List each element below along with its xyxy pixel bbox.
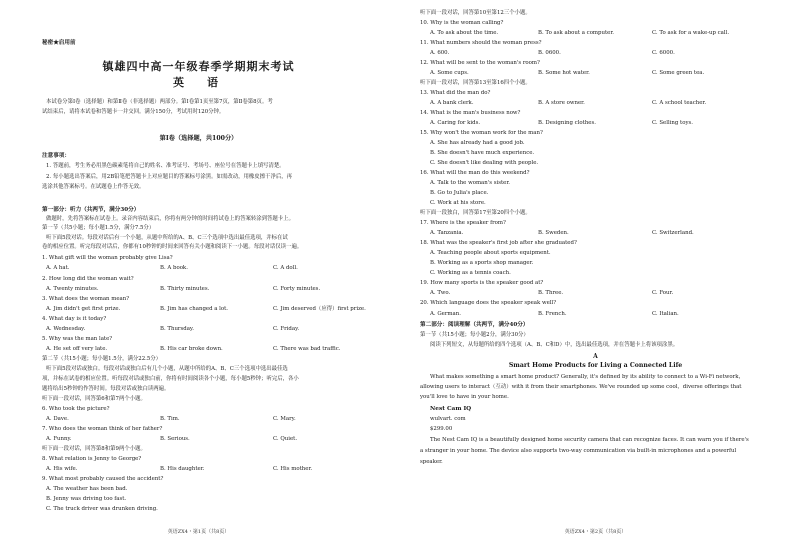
q4-option-c: C. Friday. — [273, 326, 300, 332]
q20-option-c: C. Italian. — [652, 311, 679, 317]
reading-section1: 第一节（共15小题；每小题2分，满分30分） — [420, 332, 529, 338]
q8-option-a: A. His wife. — [46, 466, 78, 472]
question-1: 1. What gift will the woman probably give Lisa? — [42, 255, 173, 261]
q3-option-b: B. Jim has changed a lot. — [160, 306, 229, 312]
notes-title: 注意事项： — [42, 153, 70, 159]
listen-17-20-instruction: 听下面一段独白，回答第17至第20四个小题。 — [420, 210, 531, 216]
q14-option-b: B. Designing clothes. — [538, 120, 596, 126]
listening-title: 第一部分：听力（共两节，满分30分） — [42, 207, 140, 213]
q5-option-b: B. His car broke down. — [160, 346, 223, 352]
question-6: 6. Who took the picture? — [42, 406, 110, 412]
q2-option-b: B. Thirty minutes. — [160, 286, 210, 292]
q16-option-c: C. Work at his store. — [430, 200, 486, 206]
note-2a: 2. 每小题选出答案后，用2B铅笔把答题卡上对应题目的答案标号涂黑。如需改动，用橡皮擦干净后，再 — [46, 174, 293, 180]
paragraph-2-line-3: speaker. — [420, 459, 443, 465]
q9-option-c: C. The truck driver was drunken driving. — [46, 506, 158, 512]
q6-option-a: A. Dave. — [46, 416, 69, 422]
question-10: 10. Why is the woman calling? — [420, 20, 504, 26]
listen-13-16-instruction: 听下面一段对话，回答第13至第16四个小题。 — [420, 80, 531, 86]
q1-option-a: A. A hat. — [46, 265, 70, 271]
paragraph-1-line-3: you'll love to have in your home. — [420, 394, 509, 400]
q10-option-b: B. To ask about a computer. — [538, 30, 615, 36]
section2-desc-4: 听下面一段对话，回答第6和第7两个小题。 — [42, 396, 146, 402]
q12-option-c: C. Some green tea. — [652, 70, 705, 76]
reading-instruction: 阅读下列短文，从每题所给的四个选项（A、B、C和D）中，选出最佳选项，并在答题卡上将该项涂黑。 — [430, 342, 679, 348]
q13-option-a: A. A bank clerk. — [430, 100, 474, 106]
paragraph-2-line-1: The Nest Cam IQ is a beautifully designed home security camera that can recognize faces. It can warn you if there's — [430, 437, 749, 443]
product-name: Nest Cam IQ — [430, 406, 472, 412]
q15-option-b: B. She doesn't have much experience. — [430, 150, 535, 156]
q19-option-c: C. Four. — [652, 290, 674, 296]
article-title: Smart Home Products for Living a Connected Life — [508, 362, 683, 369]
question-3: 3. What does the woman mean? — [42, 296, 130, 302]
q5-option-c: C. There was bad traffic. — [273, 346, 341, 352]
question-20: 20. Which language does the speaker speak well? — [420, 300, 557, 306]
q11-option-b: B. 0600. — [538, 50, 561, 56]
q2-option-c: C. Forty minutes. — [273, 286, 321, 292]
q17-option-b: B. Sweden. — [538, 230, 569, 236]
q18-option-b: B. Working as a sports shop manager. — [430, 260, 534, 266]
q17-option-a: A. Tanzania. — [430, 230, 464, 236]
note-2b: 选涂其他答案标号。在试题卷上作答无效。 — [42, 184, 145, 190]
question-8: 8. What relation is Jenny to George? — [42, 456, 142, 462]
section1-heading: 第一节（共5小题；每小题1.5分，满分7.5分） — [42, 225, 155, 231]
q8-option-b: B. His daughter. — [160, 466, 205, 472]
section2-desc-3: 题将给出5秒钟的作答时间。每段对话或独白读两遍。 — [42, 386, 170, 392]
subject-title: 英 语 — [173, 76, 224, 89]
question-7: 7. Who does the woman think of her father? — [42, 426, 163, 432]
question-16: 16. What will the man do this weekend? — [420, 170, 530, 176]
right-page — [397, 0, 794, 544]
q19-option-a: A. Two. — [430, 290, 451, 296]
intro-line-2: 试结束后，请将本试卷和答题卡一并交回。满分150分，考试用时120分钟。 — [42, 109, 225, 115]
q17-option-c: C. Switzerland. — [652, 230, 694, 236]
q14-option-c: C. Selling toys. — [652, 120, 693, 126]
intro-line-1: 本试卷分第Ⅰ卷（选择题）和第Ⅱ卷（非选择题）两部分。第Ⅰ卷第1页至第7页，第Ⅱ卷第8页。考 — [46, 99, 273, 105]
q14-option-a: A. Caring for kids. — [430, 120, 481, 126]
q18-option-c: C. Working as a tennis coach. — [430, 270, 511, 276]
q7-option-a: A. Funny. — [46, 436, 72, 442]
q18-option-a: A. Teaching people about sports equipment. — [430, 250, 551, 256]
q3-option-a: A. Jim didn't get first prize. — [46, 306, 121, 312]
paragraph-1-line-2: allowing users to interact（互动）with it from their smartphones. We've rounded up some cool，diverse offerings that — [420, 384, 742, 390]
page-footer-1: 英语ZX4・第1页（共8页） — [167, 529, 230, 535]
question-14: 14. What is the man's business now? — [420, 110, 521, 116]
exam-title: 镇雄四中高一年级春季学期期末考试 — [102, 60, 295, 73]
question-18: 18. What was the speaker's first job after she graduated? — [420, 240, 577, 246]
q9-option-b: B. Jenny was driving too fast. — [46, 496, 127, 502]
q1-option-c: C. A doll. — [273, 265, 298, 271]
reading-title: 第二部分：阅读理解（共两节，满分40分） — [420, 322, 529, 328]
q13-option-c: C. A school teacher. — [652, 100, 707, 106]
part1-heading: 第Ⅰ卷（选择题，共100分） — [159, 135, 238, 142]
article-letter: A — [593, 353, 598, 360]
q7-option-c: C. Quiet. — [273, 436, 298, 442]
q15-option-a: A. She has already had a good job. — [430, 140, 525, 146]
q2-option-a: A. Twenty minutes. — [46, 286, 99, 292]
product-site: wulvart. com — [430, 416, 466, 422]
q6-option-c: C. Mary. — [273, 416, 296, 422]
question-12: 12. What will be sent to the woman's room? — [420, 60, 540, 66]
note-1: 1. 答题前，考生务必用黑色碳素笔将自己的姓名、准考证号、考场号、座位号在答题卡上填写清楚。 — [46, 163, 285, 169]
q6-option-b: B. Tim. — [160, 416, 180, 422]
q15-option-c: C. She doesn't like dealing with people. — [430, 160, 539, 166]
q9-option-a: A. The weather has been bad. — [46, 486, 128, 492]
q16-option-a: A. Talk to the woman's sister. — [430, 180, 511, 186]
q7-option-b: B. Serious. — [160, 436, 190, 442]
confidential-label: 秘密★启用前 — [42, 40, 76, 46]
q10-option-c: C. To ask for a wake-up call. — [652, 30, 730, 36]
q16-option-b: B. Go to Julia's place. — [430, 190, 489, 196]
listen-10-12-instruction: 听下面一段对话，回答第10至第12三个小题。 — [420, 10, 531, 16]
listening-intro: 做题时，先将答案标在试卷上。录音内容结束后，你将有两分钟的时间将试卷上的答案转涂到答题卡上。 — [46, 216, 294, 222]
question-4: 4. What day is it today? — [42, 316, 107, 322]
listen-8-9-instruction: 听下面一段对话，回答第8和第9两个小题。 — [42, 446, 146, 452]
q1-option-b: B. A book. — [160, 265, 188, 271]
q4-option-b: B. Thursday. — [160, 326, 194, 332]
q19-option-b: B. Three. — [538, 290, 564, 296]
question-2: 2. How long did the woman wait? — [42, 276, 134, 282]
section1-desc-1: 听下面5段对话。每段对话后有一个小题，从题中所给的A、B、C三个选项中选出最佳选项，并标在试 — [46, 235, 288, 241]
q10-option-a: A. To ask about the time. — [430, 30, 499, 36]
question-11: 11. What numbers should the woman press? — [420, 40, 542, 46]
q12-option-b: B. Some hot water. — [538, 70, 590, 76]
q5-option-a: A. He set off very late. — [46, 346, 108, 352]
q20-option-a: A. German. — [430, 311, 461, 317]
q4-option-a: A. Wednesday. — [46, 326, 86, 332]
page-footer-2: 英语ZX4・第2页（共8页） — [564, 529, 627, 535]
q8-option-c: C. His mother. — [273, 466, 313, 472]
paragraph-2-line-2: a stranger in your home. The device also supports two-way communication via built-in microphones and a powerful — [420, 448, 737, 454]
question-19: 19. How many sports is the speaker good at? — [420, 280, 544, 286]
q20-option-b: B. French. — [538, 311, 567, 317]
q11-option-c: C. 6000. — [652, 50, 675, 56]
q11-option-a: A. 600. — [430, 50, 450, 56]
paragraph-1-line-1: What makes something a smart home product? Generally, it's defined by its ability to connect to a Wi-Fi network， — [430, 374, 744, 380]
question-5: 5. Why was the man late? — [42, 336, 113, 342]
question-17: 17. Where is the speaker from? — [420, 220, 506, 226]
q13-option-b: B. A store owner. — [538, 100, 585, 106]
q12-option-a: A. Some cups. — [430, 70, 469, 76]
question-15: 15. Why won't the woman work for the man? — [420, 130, 543, 136]
section2-desc-2: 项，并标在试卷的相应位置。听每段对话或独白前，你将有时间阅读各个小题，每小题5秒钟；听完后，各小 — [42, 376, 299, 382]
section1-desc-2: 卷的相应位置。听完每段对话后，你都有10秒钟的时间来回答有关小题和阅读下一小题。每段对话仅读一遍。 — [42, 244, 303, 250]
question-9: 9. What most probably caused the accident? — [42, 476, 164, 482]
question-13: 13. What did the man do? — [420, 90, 491, 96]
section2-heading: 第二节（共15小题；每小题1.5分，满分22.5分） — [42, 356, 162, 362]
q3-option-c: C. Jim deserved（应得）first prize. — [273, 306, 366, 312]
product-price: $299.00 — [430, 426, 453, 432]
section2-desc-1: 听下面5段对话或独白。每段对话或独白后有几个小题，从题中所给的A、B、C三个选项中选出最佳选 — [46, 366, 288, 372]
